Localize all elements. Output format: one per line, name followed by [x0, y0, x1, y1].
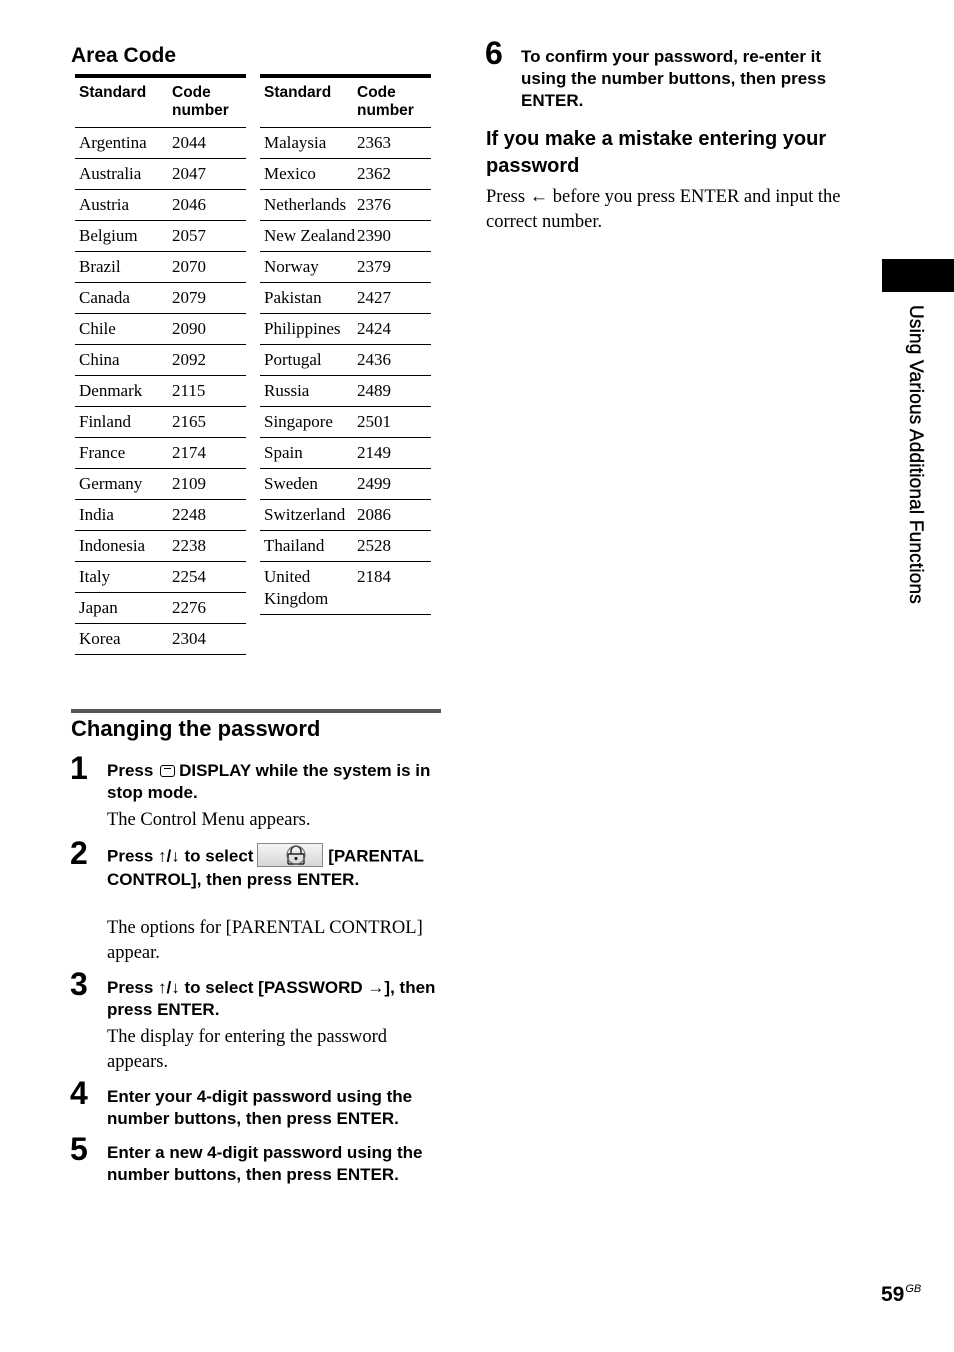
country-name: Belgium [75, 221, 172, 252]
area-code-number: 2489 [357, 376, 431, 407]
table-row [260, 221, 431, 252]
country-name: France [75, 438, 172, 469]
mistake-heading: If you make a mistake entering your password [486, 128, 827, 177]
table-row [75, 593, 246, 624]
area-code-number: 2086 [357, 500, 431, 531]
country-name: Chile [75, 314, 172, 345]
country-name: Singapore [260, 407, 357, 438]
area-code-number: 2390 [357, 221, 431, 252]
country-name: Argentina [75, 128, 172, 159]
table-row [75, 624, 246, 655]
page-number-value: 59 [881, 1283, 905, 1306]
step-text-pre: Press [107, 761, 154, 780]
area-code-number: 2248 [172, 500, 246, 531]
step-instruction: Press ↑/↓ to select [PASSWORD →], then press ENTER. [107, 978, 436, 1019]
table-row [75, 314, 246, 345]
area-code-number: 2079 [172, 283, 246, 314]
table-row [75, 407, 246, 438]
area-code-heading: Area Code [71, 44, 177, 67]
country-name: Russia [260, 376, 357, 407]
country-name: Japan [75, 593, 172, 624]
table-row [75, 283, 246, 314]
step-instruction: Enter a new 4-digit password using the number buttons, then press ENTER. [107, 1143, 423, 1184]
area-code-number: 2184 [357, 562, 431, 615]
table-header-row [75, 76, 246, 128]
table-row [75, 531, 246, 562]
area-code-number: 2436 [357, 345, 431, 376]
step-number: 6 [485, 35, 503, 71]
country-name: Mexico [260, 159, 357, 190]
area-code-number: 2092 [172, 345, 246, 376]
step-description: The Control Menu appears. [107, 810, 311, 830]
area-code-number: 2363 [357, 128, 431, 159]
step-number: 1 [70, 750, 88, 786]
country-name: Indonesia [75, 531, 172, 562]
country-name: Philippines [260, 314, 357, 345]
country-name: Netherlands [260, 190, 357, 221]
parental-lock-icon [257, 843, 323, 867]
changing-password-heading: Changing the password [71, 716, 321, 741]
area-code-number: 2528 [357, 531, 431, 562]
country-name: Portugal [260, 345, 357, 376]
country-name: United Kingdom [260, 562, 357, 615]
side-section-title: Using Various Additional Functions [905, 305, 926, 604]
step-instruction: To confirm your password, re-enter it using the number buttons, then press ENTER. [521, 47, 827, 110]
table-row [260, 407, 431, 438]
table-row [260, 128, 431, 159]
table-row [260, 345, 431, 376]
table-row [260, 531, 431, 562]
step-text-post: [PARENTAL CONTROL], then press ENTER. [107, 846, 424, 889]
page-number [881, 1283, 921, 1307]
mistake-body: Press ← before you press ENTER and input the correct number. [486, 187, 841, 232]
section-divider [71, 709, 441, 713]
table-row [75, 345, 246, 376]
table-row [260, 562, 431, 615]
country-name: Norway [260, 252, 357, 283]
area-code-number: 2109 [172, 469, 246, 500]
area-code-number: 2276 [172, 593, 246, 624]
country-name: Pakistan [260, 283, 357, 314]
area-code-number: 2046 [172, 190, 246, 221]
table-row [75, 376, 246, 407]
table-row [75, 500, 246, 531]
table-row [260, 159, 431, 190]
step-instruction [107, 845, 442, 891]
table-row [75, 438, 246, 469]
table-row [75, 221, 246, 252]
step-text-pre: Press ↑/↓ to select [107, 846, 254, 866]
country-name: Sweden [260, 469, 357, 500]
country-name: Canada [75, 283, 172, 314]
country-name: Finland [75, 407, 172, 438]
step-description: The display for entering the password appears. [107, 1027, 387, 1072]
area-code-number: 2149 [357, 438, 431, 469]
standard-header: Standard [75, 76, 172, 128]
table-row [260, 283, 431, 314]
area-code-number: 2304 [172, 624, 246, 655]
area-code-table-right [260, 74, 431, 615]
country-name: India [75, 500, 172, 531]
page-suffix: GB [905, 1283, 922, 1295]
table-row [75, 469, 246, 500]
table-header-row [260, 76, 431, 128]
step-number: 2 [70, 835, 88, 871]
step-instruction: Enter your 4-digit password using the number buttons, then press ENTER. [107, 1087, 413, 1128]
standard-header: Standard [260, 76, 357, 128]
area-code-number: 2379 [357, 252, 431, 283]
table-row [75, 128, 246, 159]
country-name: China [75, 345, 172, 376]
area-code-number: 2254 [172, 562, 246, 593]
section-tab-marker [882, 259, 954, 292]
country-name: Brazil [75, 252, 172, 283]
area-code-number: 2376 [357, 190, 431, 221]
area-code-number: 2238 [172, 531, 246, 562]
area-code-number: 2424 [357, 314, 431, 345]
area-code-number: 2427 [357, 283, 431, 314]
area-code-number: 2174 [172, 438, 246, 469]
country-name: Australia [75, 159, 172, 190]
table-row [75, 252, 246, 283]
area-code-number: 2362 [357, 159, 431, 190]
table-row [75, 562, 246, 593]
code-number-header: Code number [172, 76, 246, 128]
country-name: Denmark [75, 376, 172, 407]
country-name: Austria [75, 190, 172, 221]
table-row [75, 190, 246, 221]
table-row [260, 190, 431, 221]
display-button-icon [160, 765, 175, 777]
code-number-header: Code number [357, 76, 431, 128]
table-row [75, 159, 246, 190]
step-number: 3 [70, 966, 88, 1002]
table-row [260, 438, 431, 469]
area-code-number: 2165 [172, 407, 246, 438]
area-code-number: 2047 [172, 159, 246, 190]
country-name: Switzerland [260, 500, 357, 531]
area-code-number: 2090 [172, 314, 246, 345]
table-row [260, 314, 431, 345]
country-name: New Zealand [260, 221, 357, 252]
step-number: 4 [70, 1075, 88, 1111]
country-name: Thailand [260, 531, 357, 562]
area-code-number: 2115 [172, 376, 246, 407]
table-row [260, 500, 431, 531]
table-row [260, 376, 431, 407]
step-text-post: DISPLAY while the system is in stop mode. [107, 761, 431, 802]
table-row [260, 252, 431, 283]
table-row [260, 469, 431, 500]
area-code-number: 2044 [172, 128, 246, 159]
area-code-number: 2499 [357, 469, 431, 500]
area-code-number: 2501 [357, 407, 431, 438]
country-name: Korea [75, 624, 172, 655]
step-instruction [107, 760, 442, 804]
area-code-number: 2057 [172, 221, 246, 252]
step-number: 5 [70, 1131, 88, 1167]
area-code-table-left [75, 74, 246, 655]
step-description: The options for [PARENTAL CONTROL] appear. [107, 918, 423, 963]
country-name: Italy [75, 562, 172, 593]
country-name: Germany [75, 469, 172, 500]
area-code-number: 2070 [172, 252, 246, 283]
country-name: Spain [260, 438, 357, 469]
country-name: Malaysia [260, 128, 357, 159]
